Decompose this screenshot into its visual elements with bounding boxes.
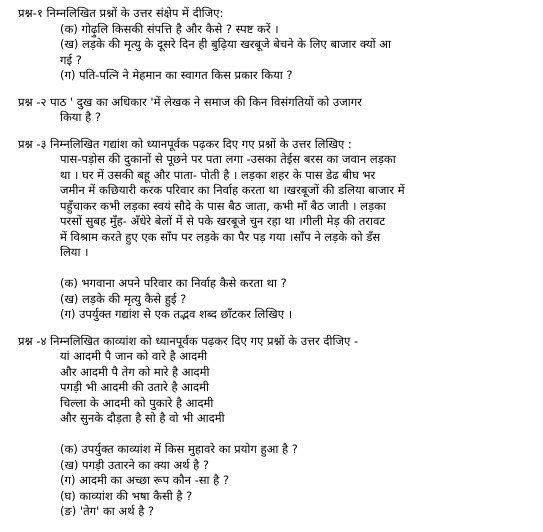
question-2 [18, 95, 540, 126]
question-1-part-b-cont: गई ? [60, 52, 82, 67]
question-4-heading: प्रश्न -४ निम्नलिखित काव्यांश को ध्यानपूर्वक पढ़कर दिए गए प्रश्नों के उत्तर दीजिए - [18, 333, 359, 348]
question-4-part-b: (ख) पगड़ी उतारने का क्या अर्थ है ? [60, 457, 209, 472]
poem-line: पगड़ी भी आदमी की उतारे है आदमी [60, 380, 210, 394]
poem-line: यां आदमी पै जान को वारे है आदमी [60, 349, 208, 363]
question-4-part-d: (घ) काव्यांश की भषा कैसी है ? [60, 488, 193, 503]
poem-line: चिल्ला के आदमी को पुकारे है आदमी [60, 395, 214, 410]
question-3-heading: प्रश्न -३ निम्नलिखित गद्यांश को ध्यानपूर्वक पढ़कर दिए गए प्रश्नों के उत्तर लिखिए : [18, 136, 352, 151]
question-4-part-e: (ङ) 'तेग' का अर्थ है ? [60, 504, 155, 518]
passage-line: लिया । [60, 245, 89, 259]
poem-line: और आदमी पै तेग को मारे है आदमी [60, 364, 210, 379]
question-1-part-a: (क) गोढ़ुलि किसकी संपत्ति है और कैसे ? स्पष्ट करें । [60, 21, 279, 36]
passage-line: पहुँचाकर कभी लड़का स्वयं सौदे के पास बैठ जाता, कभी माँ बैठ जाती । लड़का [60, 198, 386, 213]
passage-line: परसों सुबह मुँह- अँधेरे बेलों में से पके खरबूजे चुन रहा था ।गीली मेड़ की तरावट [60, 214, 386, 228]
question-3 [18, 137, 540, 323]
question-1-heading: प्रश्न-१ निम्नलिखित प्रश्नों के उत्तर संक्षेप में दीजिए: [18, 6, 224, 20]
passage-line: जमीन में कछियारी करक परिवार का निर्वाह करता था ।खरबूजों की डलिया बाजार में [60, 183, 405, 197]
question-4-part-a: (क) उपर्युक्त काव्यांश में किस मुहावरे का प्रयोग हुआ है ? [60, 442, 298, 456]
passage-line: था । घर में उसकी बहू और पाता- पोती है । लड़का शहर के पास डेढ बीघ भर [60, 167, 376, 182]
question-1-part-c: (ग) पति-पत्नि ने मेहमान का स्वागत किस प्रकार किया ? [60, 68, 293, 82]
question-3-part-b: (ख) लड़के की मृत्यु कैसे हुई ? [60, 291, 187, 306]
passage-line: में विश्राम करते हुए एक साँप पर लड़के का पैर पड़ गया ।साँप ने लड़के को डँस [60, 229, 381, 244]
question-3-part-a: (क) भगवाना अपने परिवार का निर्वाह कैसे करता था ? [60, 276, 287, 290]
question-1-part-b: (ख) लड़के की मृत्यु के दूसरे दिन ही बुढ़िया खरबूजे बेचने के लिए बाजार क्यों आ [60, 37, 392, 51]
question-2-cont: किया है ? [60, 110, 101, 124]
worksheet [18, 6, 540, 520]
question-1 [18, 6, 540, 84]
question-2-heading: प्रश्न -२ पाठ ' दुख का अधिकार 'में लेखक ने समाज की किन विसंगतियों को उजागर [18, 94, 362, 109]
question-3-part-c: (ग) उपर्युक्त गद्यांश से एक तद्भव शब्द छाँटकर लिखिए । [60, 307, 293, 321]
question-4-part-c: (ग) आदमी का अच्छा रूप कौन -सा है ? [60, 473, 230, 487]
question-4 [18, 334, 540, 520]
poem-line: और सुनके दौड़ता है सो है वो भी आदमी [60, 411, 225, 425]
passage-line: पास-पड़ोस की दुकानों से पूछने पर पता लगा -उसका तेईस बरस का जवान लड़का [60, 152, 396, 166]
